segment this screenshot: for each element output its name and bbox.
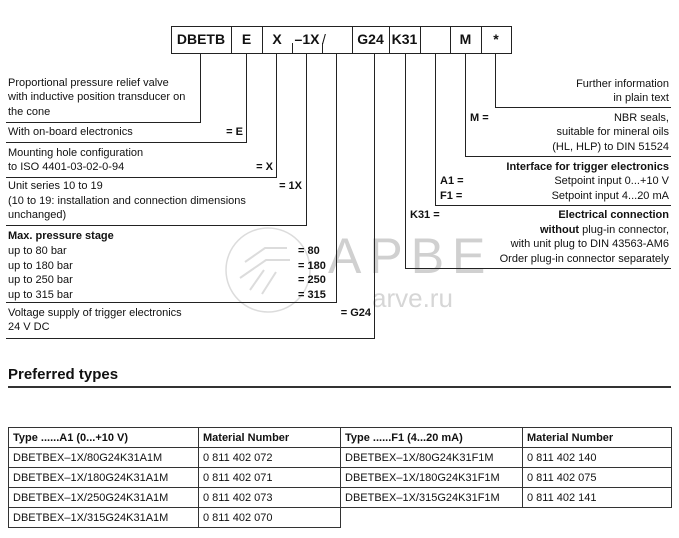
desc-series-2: (10 to 19: installation and connection dimensions	[8, 195, 246, 207]
preferred-types-table	[8, 427, 672, 528]
desc-voltage-1: Voltage supply of trigger electronics	[8, 307, 182, 319]
header-type-f1: Type ......F1 (4...20 mA)	[341, 428, 523, 448]
code-1x-label: = 1X	[279, 180, 302, 192]
desc-valve-3: the cone	[8, 106, 51, 118]
type-f1-cell: DBETBEX–1X/80G24K31F1M	[341, 448, 523, 468]
desc-valve-2: with inductive position transducer on	[8, 91, 186, 103]
code-k31: K31	[391, 31, 418, 47]
code-g24-label: = G24	[340, 307, 371, 319]
code-g24: G24	[357, 31, 384, 47]
code-dbetb: DBETB	[176, 31, 226, 47]
desc-mounting-2: to ISO 4401-03-02-0-94	[8, 161, 125, 173]
pressure-80-code: = 80	[298, 245, 320, 257]
heading-rule	[8, 386, 671, 388]
desc-voltage-2: 24 V DC	[8, 321, 50, 333]
code-e-label: = E	[226, 126, 243, 138]
desc-seals-2: suitable for mineral oils	[556, 126, 669, 138]
code-m-label: M =	[470, 112, 489, 124]
code-interface	[420, 26, 450, 53]
header-type-a1: Type ......A1 (0...+10 V)	[9, 428, 199, 448]
table-row	[9, 448, 672, 468]
desc-further-1: Further information	[576, 78, 669, 90]
pressure-80: up to 80 bar	[8, 245, 67, 257]
desc-connection-1	[540, 224, 669, 237]
pressure-180-code: = 180	[298, 260, 326, 272]
pressure-250: up to 250 bar	[8, 274, 73, 286]
desc-connection-1-rest: plug-in connector,	[579, 224, 669, 236]
preferred-types-heading: Preferred types	[8, 366, 119, 383]
pressure-title: Max. pressure stage	[8, 230, 114, 242]
pressure-250-code: = 250	[298, 274, 326, 286]
desc-mounting-1: Mounting hole configuration	[8, 147, 144, 159]
desc-electronics: With on-board electronics	[8, 126, 133, 138]
code-a1-label: A1 =	[440, 175, 464, 187]
code-x: X	[272, 31, 282, 47]
type-f1-cell: DBETBEX–1X/315G24K31F1M	[341, 488, 523, 508]
code-f1-label: F1 =	[440, 190, 463, 202]
interface-title: Interface for trigger electronics	[506, 161, 669, 173]
code-m: M	[459, 31, 472, 47]
connection-title: Electrical connection	[558, 209, 669, 221]
code-further: *	[493, 31, 499, 47]
code-slash: /	[322, 31, 326, 47]
code-e: E	[241, 31, 252, 47]
table-row	[9, 488, 672, 508]
type-f1-cell: DBETBEX–1X/180G24K31F1M	[341, 468, 523, 488]
header-material-1: Material Number	[199, 428, 341, 448]
table-header-row	[9, 428, 672, 448]
header-material-2: Material Number	[523, 428, 672, 448]
empty-cell	[523, 508, 672, 528]
pressure-180: up to 180 bar	[8, 260, 73, 272]
desc-seals-3: (HL, HLP) to DIN 51524	[552, 141, 669, 153]
table-row	[9, 468, 672, 488]
desc-series-1: Unit series 10 to 19	[8, 180, 103, 192]
material-cell: 0 811 402 070	[199, 508, 341, 528]
desc-series-3: unchanged)	[8, 209, 67, 221]
type-a1-cell: DBETBEX–1X/180G24K31A1M	[9, 468, 199, 488]
material-cell: 0 811 402 075	[523, 468, 672, 488]
code-k31-label: K31 =	[410, 209, 440, 221]
desc-f1: Setpoint input 4...20 mA	[551, 190, 669, 202]
material-cell: 0 811 402 072	[199, 448, 341, 468]
type-a1-cell: DBETBEX–1X/250G24K31A1M	[9, 488, 199, 508]
desc-seals-1: NBR seals,	[613, 112, 669, 124]
material-cell: 0 811 402 141	[523, 488, 672, 508]
desc-a1: Setpoint input 0...+10 V	[554, 175, 669, 187]
table-row	[9, 508, 672, 528]
desc-valve-1: Proportional pressure relief valve	[8, 77, 169, 89]
material-cell: 0 811 402 140	[523, 448, 672, 468]
type-a1-cell: DBETBEX–1X/315G24K31A1M	[9, 508, 199, 528]
material-cell: 0 811 402 071	[199, 468, 341, 488]
code-1x: –1X	[294, 31, 320, 47]
pressure-315-code: = 315	[298, 289, 326, 301]
desc-connection-3: Order plug-in connector separately	[499, 253, 669, 265]
desc-further-2: in plain text	[613, 92, 669, 104]
material-cell: 0 811 402 073	[199, 488, 341, 508]
desc-connection-2: with unit plug to DIN 43563-AM6	[510, 238, 669, 250]
pressure-315: up to 315 bar	[8, 289, 73, 301]
type-a1-cell: DBETBEX–1X/80G24K31A1M	[9, 448, 199, 468]
without-emphasis: without	[540, 224, 580, 236]
code-x-label: = X	[256, 161, 273, 173]
empty-cell	[341, 508, 523, 528]
watermark-site: arve.ru	[372, 283, 453, 313]
watermark-text: АРВЕ	[328, 228, 494, 284]
